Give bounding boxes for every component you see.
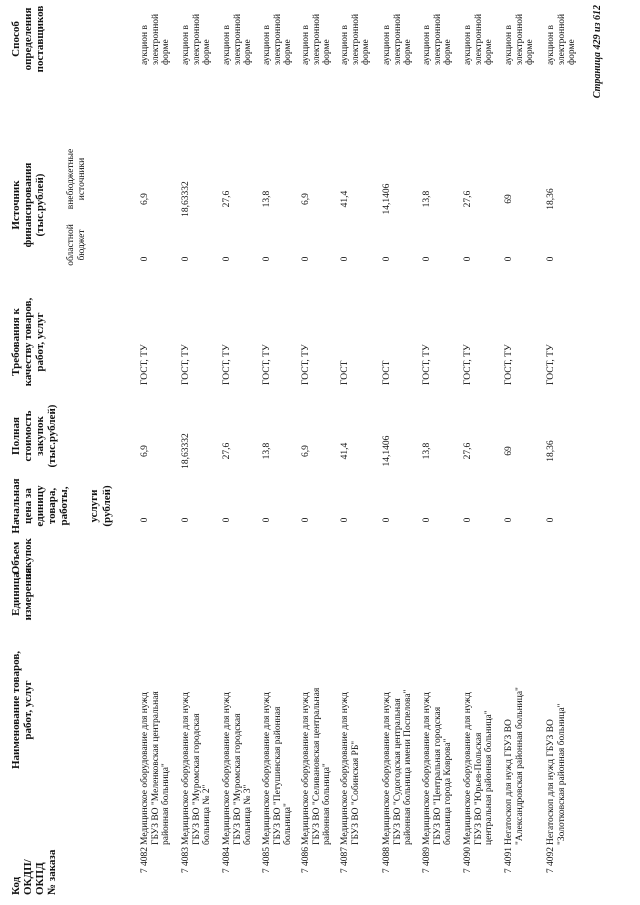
row-name [382,605,414,845]
header-volume [10,533,34,583]
row-method [262,7,294,65]
row-name [546,605,567,845]
row-method-line: форме [283,39,294,65]
header-financing-regional [66,215,87,275]
row-name-line: районная больница имени Поспелова" [403,689,414,845]
row-name [463,605,495,845]
row-regional: 0 [181,256,191,262]
row-name [181,605,213,845]
row-code: 7 4092 [546,847,556,874]
row-method-line: форме [443,39,454,65]
row-method-line: аукцион в [222,25,232,65]
header-price-line: (рублей) [100,485,113,527]
row-code: 7 4085 [262,847,272,874]
row-name [222,605,254,845]
row-name [422,605,454,845]
row-name-line: "Александровская районная больница" [514,687,525,845]
row-external: 18,63332 [181,181,191,217]
header-total [10,403,58,469]
row-code: 7 4091 [504,847,514,874]
header-regional-line: бюджет [76,229,87,261]
header-price-line: единицу [34,485,47,527]
row-name-line: ГБУЗ ВО "Меленковская центральная [150,691,161,845]
row-name-line: районная больница" [322,763,333,845]
row-method-line: аукцион в [340,25,350,65]
header-volume-line: Объем [10,541,22,575]
header-financing [10,145,46,265]
row-total: 27,6 [463,442,473,460]
row-name-line: ГБУЗ ВО "Селивановская центральная [311,687,322,845]
row-method-line: электронной [232,13,243,65]
header-name-line: работ, услуг [22,680,35,740]
row-method [504,7,536,65]
header-requirements-line: Требования к [10,308,22,376]
header-name-line: Наименование товаров, [10,650,22,770]
row-name-line: центральная районная больница" [484,710,495,845]
row-requirements: ГОСТ, ТУ [301,344,311,385]
row-price: 0 [463,517,473,523]
header-total-line: закупок [34,416,47,456]
header-price-line: цена за [22,488,35,524]
row-method-line: электронной [473,13,484,65]
row-name-line: больница города Коврова" [443,738,454,845]
header-external-line: внебюджетные [66,148,76,210]
row-method-line: форме [322,39,333,65]
row-name-line: больница № 2" [202,784,213,845]
row-name-line: больница № 3" [243,784,254,845]
row-code: 7 4086 [301,847,311,874]
row-method-line: форме [161,39,172,65]
row-method [463,7,495,65]
row-method-line: форме [484,39,495,65]
row-external: 13,8 [422,190,432,208]
row-name-line: "Золотковская районная больница" [556,703,567,845]
row-method-line: форме [361,39,372,65]
header-method-line: Способ [10,21,22,57]
row-external: 69 [504,194,514,204]
header-requirements-line: работ, услуг [34,312,47,372]
row-name-line: больница" [283,803,294,845]
page-number: Страница 429 из 612 [592,5,603,99]
row-method [140,7,172,65]
row-requirements: ГОСТ, ТУ [504,344,514,385]
header-code-line: ОКДП/ [22,859,35,895]
row-code: 7 4087 [340,847,350,874]
row-method-line: форме [243,39,254,65]
row-method-line: электронной [311,13,322,65]
header-method-line: определения [22,7,35,71]
header-method-line: поставщиков [34,5,47,73]
row-price: 0 [422,517,432,523]
row-method-line: электронной [432,13,443,65]
header-regional-line: областной [66,224,76,266]
row-price: 0 [222,517,232,523]
header-total-line: (тыс.рублей) [46,404,59,468]
row-name-line: Медицинское оборудование для нужд [422,692,432,845]
row-code: 7 4089 [422,847,432,874]
row-method-line: электронной [350,13,361,65]
row-regional: 0 [262,256,272,262]
header-code [10,835,58,895]
row-requirements: ГОСТ, ТУ [181,344,191,385]
header-unit-line: измерения [22,567,35,621]
row-code: 7 4084 [222,847,232,874]
header-financing-line: (тыс.рублей) [34,173,47,237]
row-regional: 0 [422,256,432,262]
header-price-line: услуги [88,489,101,523]
header-price [10,475,113,537]
row-method-line: аукцион в [181,25,191,65]
row-requirements: ГОСТ, ТУ [463,344,473,385]
row-method-line: электронной [191,13,202,65]
row-name-line: ГБУЗ ВО "Муромская городская [191,713,202,845]
row-name [340,605,361,845]
row-method-line: электронной [514,13,525,65]
header-total-line: Полная [10,417,22,455]
row-method [546,7,578,65]
row-method-line: аукцион в [422,25,432,65]
row-method-line: аукцион в [463,25,473,65]
row-name-line: Медицинское оборудование для нужд [181,692,191,845]
row-method-line: электронной [556,13,567,65]
row-price: 0 [301,517,311,523]
header-unit-line: Единица [10,572,22,616]
row-name-line: Медицинское оборудование для нужд [382,692,392,845]
row-total: 27,6 [222,442,232,460]
row-name-line: ГБУЗ ВО "Муромская городская [232,713,243,845]
row-external: 6,9 [301,193,311,205]
row-total: 41,4 [340,442,350,460]
row-name-line: Медицинское оборудование для нужд [463,692,473,845]
row-external: 6,9 [140,193,150,205]
row-price: 0 [504,517,514,523]
row-price: 0 [546,517,556,523]
row-requirements: ГОСТ, ТУ [546,344,556,385]
row-regional: 0 [140,256,150,262]
row-external: 14,1406 [382,183,392,215]
row-method [181,7,213,65]
row-name-line: ГБУЗ ВО "Юрьев-Польская [473,732,484,845]
row-name-line: районная больница" [161,763,172,845]
row-name-line: Негатоскоп для нужд ГБУЗ ВО [504,719,514,845]
header-financing-external [66,143,87,215]
row-method-line: аукцион в [301,25,311,65]
row-method [422,7,454,65]
row-method-line: аукцион в [504,25,514,65]
row-total: 14,1406 [382,435,392,467]
row-method-line: форме [202,39,213,65]
header-financing-line: финансирования [22,162,35,248]
row-method-line: форме [403,39,414,65]
row-regional: 0 [504,256,514,262]
header-total-line: стоимость [22,410,35,462]
row-code: 7 4090 [463,847,473,874]
row-method [301,7,333,65]
row-name [504,605,525,845]
row-external: 13,8 [262,190,272,208]
row-name [140,605,172,845]
row-total: 13,8 [422,442,432,460]
row-price: 0 [340,517,350,523]
row-code: 7 4083 [181,847,191,874]
row-method-line: форме [567,39,578,65]
row-total: 18,63332 [181,433,191,469]
row-name [301,605,333,845]
row-regional: 0 [301,256,311,262]
row-total: 6,9 [140,445,150,457]
row-method-line: форме [525,39,536,65]
row-requirements: ГОСТ, ТУ [422,344,432,385]
row-requirements: ГОСТ [340,360,350,385]
row-method [382,7,414,65]
row-external: 27,6 [222,190,232,208]
row-price: 0 [382,517,392,523]
row-regional: 0 [463,256,473,262]
row-name-line: ГБУЗ ВО "Судогодская центральная [392,698,403,845]
row-requirements: ГОСТ [382,360,392,385]
row-method-line: аукцион в [546,25,556,65]
header-financing-line: Источник [10,180,22,230]
row-price: 0 [181,517,191,523]
row-method-line: электронной [272,13,283,65]
header-code-line: ОКПД [34,862,47,895]
header-requirements-line: качеству товаров, [22,297,35,387]
row-name-line: Медицинское оборудование для нужд [222,692,232,845]
header-price-line: Начальная [10,478,22,534]
header-price-line: работы, [58,486,71,526]
row-method-line: электронной [150,13,161,65]
row-name-line: Медицинское оборудование для нужд [140,692,150,845]
row-method [222,7,254,65]
row-external: 41,4 [340,190,350,208]
row-code: 7 4082 [140,847,150,874]
row-code: 7 4088 [382,847,392,874]
row-name-line: ГБУЗ ВО "Центральная городская [432,706,443,845]
header-method [10,3,46,75]
header-external-line: источники [76,157,87,201]
row-regional: 0 [546,256,556,262]
row-price: 0 [262,517,272,523]
row-regional: 0 [340,256,350,262]
row-total: 18,36 [546,440,556,462]
row-regional: 0 [382,256,392,262]
row-requirements: ГОСТ, ТУ [140,344,150,385]
header-requirements [10,287,46,397]
row-name [262,605,294,845]
row-method [340,7,372,65]
row-name-line: Негатоскоп для нужд ГБУЗ ВО [546,719,556,845]
row-method-line: аукцион в [382,25,392,65]
row-name-line: ГБУЗ ВО "Собинская РБ" [350,740,361,845]
row-total: 6,9 [301,445,311,457]
row-total: 69 [504,446,514,456]
row-method-line: аукцион в [140,25,150,65]
row-name-line: Медицинское оборудование для нужд [340,692,350,845]
header-volume-line: закупок [22,538,35,578]
row-price: 0 [140,517,150,523]
row-external: 18,36 [546,188,556,210]
header-price-line: товара, [46,487,59,525]
row-total: 13,8 [262,442,272,460]
row-name-line: Медицинское оборудование для нужд [301,692,311,845]
row-method-line: аукцион в [262,25,272,65]
row-name-line: Медицинское оборудование для нужд [262,692,272,845]
row-method-line: электронной [392,13,403,65]
row-requirements: ГОСТ, ТУ [222,344,232,385]
row-regional: 0 [222,256,232,262]
row-name-line: ГБУЗ ВО "Петушинская районная [272,706,283,845]
header-code-line: № заказа [46,849,59,895]
row-external: 27,6 [463,190,473,208]
header-code-line: Код [10,876,22,895]
row-requirements: ГОСТ, ТУ [262,344,272,385]
